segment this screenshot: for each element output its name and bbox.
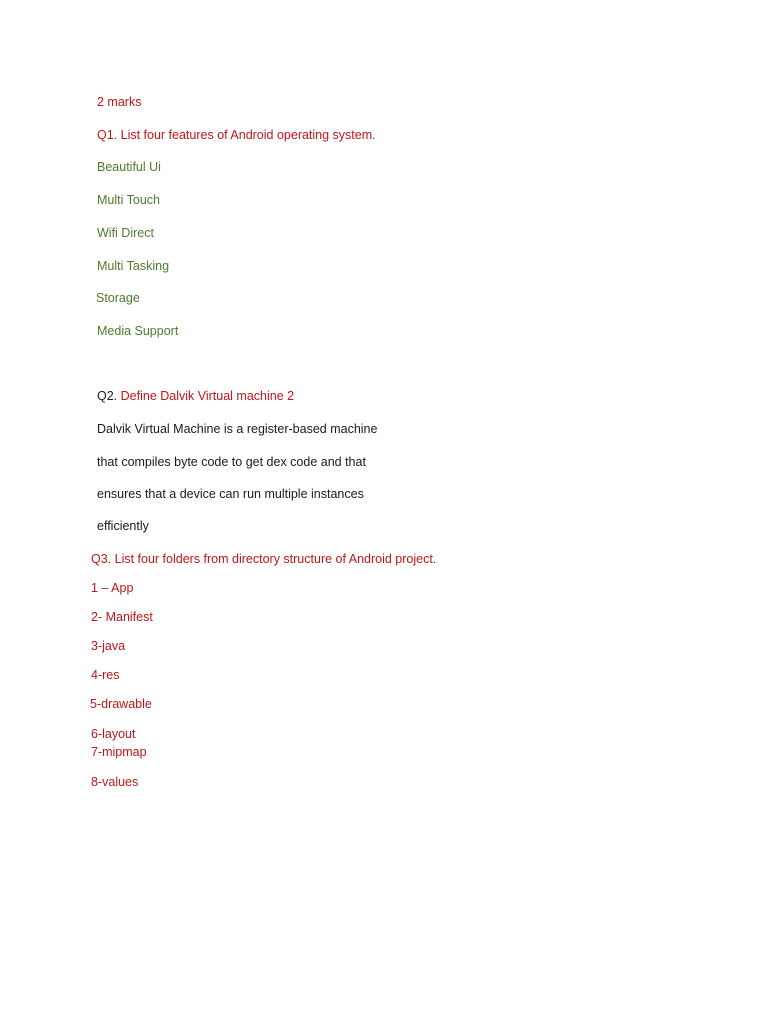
q1-answer-6: Media Support [97,324,179,338]
q1-answer-1: Beautiful Ui [97,160,161,174]
q3-answer-2: 2- Manifest [91,610,153,624]
q2-prefix: Q2. [97,389,118,403]
q1-answer-4: Multi Tasking [97,259,170,273]
q2-answer-line-2: that compiles byte code to get dex code and that [97,455,366,469]
q3-answer-4: 4-res [91,668,120,682]
q2-answer-line-4: efficiently [97,519,149,533]
q2-question-line [97,390,294,403]
q1-question: Q1. List four features of Android operating system. [97,128,376,142]
q3-answer-8: 8-values [91,775,139,789]
q3-answer-6: 6-layout [91,727,136,741]
q1-answer-3: Wifi Direct [97,226,154,240]
q1-answer-2: Multi Touch [97,193,160,207]
q2-answer-line-3: ensures that a device can run multiple instances [97,487,364,501]
marks-heading: 2 marks [97,95,142,109]
q1-answer-5: Storage [96,291,140,305]
q3-answer-1: 1 – App [91,581,134,595]
q3-answer-5: 5-drawable [90,697,152,711]
q2-answer-line-1: Dalvik Virtual Machine is a register-based machine [97,422,378,436]
q2-question: Define Dalvik Virtual machine 2 [120,389,295,403]
q3-question: Q3. List four folders from directory structure of Android project. [91,552,437,566]
q3-answer-3: 3-java [91,639,126,653]
q3-answer-7: 7-mipmap [91,745,147,759]
